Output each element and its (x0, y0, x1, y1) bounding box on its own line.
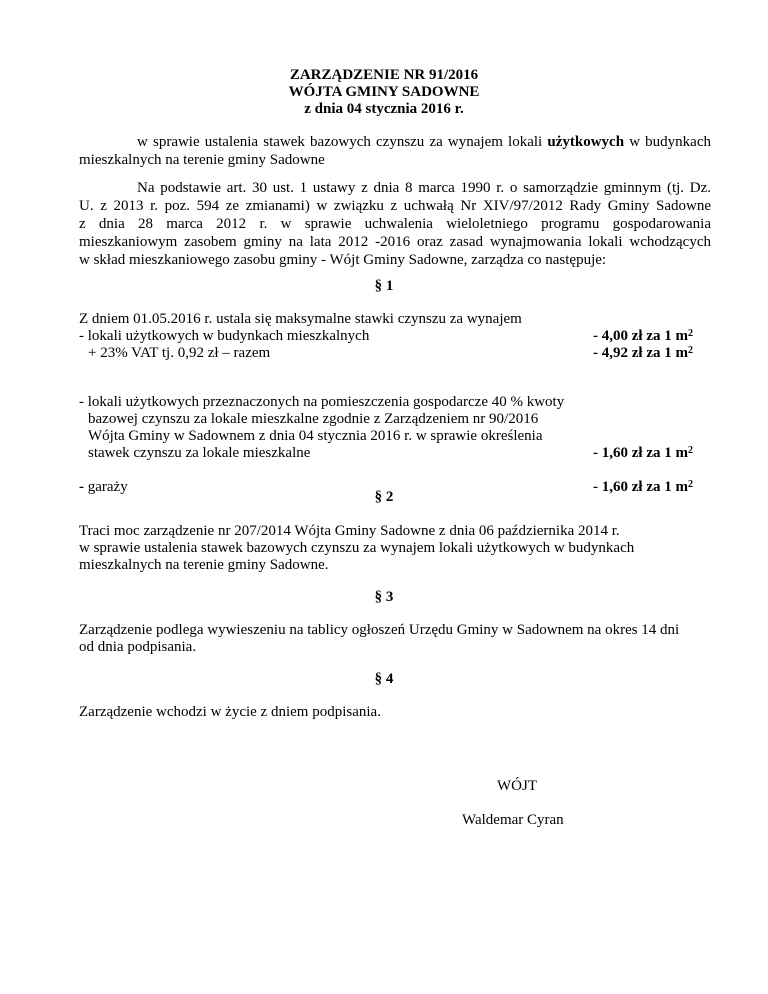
rate-value-text: - 1,60 zł za 1 m (593, 445, 688, 461)
preamble-line-1: Na podstawie art. 30 ust. 1 ustawy z dnia 8 marca 1990 r. o samorządzie gminnym (tj. Dz. (137, 180, 711, 196)
rate-item-storage-line-3: Wójta Gminy w Sadownem z dnia 04 stycznia 2016 r. w sprawie określenia (88, 428, 543, 444)
section-2-line-2: w sprawie ustalenia stawek bazowych czynszu za wynajem lokali użytkowych w budynkach (79, 540, 635, 556)
signature-role: WÓJT (497, 778, 537, 794)
preamble-line-3: z dnia 28 marca 2012 r. w sprawie uchwalenia wieloletniego programu gospodarowania (79, 216, 711, 232)
rate-value-vat (593, 344, 693, 362)
section-2-line-1: Traci moc zarządzenie nr 207/2014 Wójta Gminy Sadowne z dnia 06 października 2014 r. (79, 523, 620, 539)
rate-value-commercial (593, 327, 693, 345)
section-1-heading: § 1 (374, 278, 394, 294)
subject-bold-word: użytkowych (547, 134, 625, 150)
preamble-line-5: w skład mieszkaniowego zasobu gminy - Wójt Gminy Sadowne, zarządza co następuje: (79, 252, 607, 268)
rate-value-text: - 4,00 zł za 1 m (593, 328, 688, 344)
section-3-line-1: Zarządzenie podlega wywieszeniu na tablicy ogłoszeń Urzędu Gminy w Sadownem na okres 14 dni (79, 622, 680, 638)
garage-dash: - (79, 479, 84, 495)
rate-item-storage-line-1: - lokali użytkowych przeznaczonych na pomieszczenia gospodarcze 40 % kwoty (79, 394, 565, 410)
rate-value-text: - 1,60 zł za 1 m (593, 479, 688, 495)
section-4-line-1: Zarządzenie wchodzi w życie z dniem podpisania. (79, 704, 381, 720)
rate-item-storage-line-4: stawek czynszu za lokale mieszkalne (88, 445, 311, 461)
section-4-heading: § 4 (374, 671, 394, 687)
rate-item-vat: + 23% VAT tj. 0,92 zł – razem (88, 345, 271, 361)
unit-exponent: 2 (687, 445, 693, 456)
rate-item-commercial: - lokali użytkowych w budynkach mieszkalnych (79, 328, 370, 344)
document-date: z dnia 04 stycznia 2016 r. (304, 101, 464, 117)
section-3-line-2: od dnia podpisania. (79, 639, 197, 655)
subject-line-2: mieszkalnych na terenie gminy Sadowne (79, 152, 325, 168)
section-2-line-3: mieszkalnych na terenie gminy Sadowne. (79, 557, 329, 573)
preamble-line-2: U. z 2013 r. poz. 594 ze zmianami) w związku z uchwałą Nr XIV/97/2012 Rady Gminy Sadowne (79, 198, 711, 214)
document-title: ZARZĄDZENIE NR 91/2016 (289, 67, 479, 83)
section-3-heading: § 3 (374, 589, 394, 605)
issuer: WÓJTA GMINY SADOWNE (288, 84, 480, 100)
rate-value-storage (593, 444, 693, 462)
rate-value-text: - 4,92 zł za 1 m (593, 345, 688, 361)
unit-exponent: 2 (687, 479, 693, 490)
preamble (79, 179, 711, 269)
unit-exponent: 2 (687, 328, 693, 339)
section-1-intro: Z dniem 01.05.2016 r. ustala się maksymalne stawki czynszu za wynajem (79, 311, 522, 327)
signature-name: Waldemar Cyran (462, 812, 564, 828)
section-2-heading: § 2 (374, 489, 394, 505)
subject (79, 133, 711, 169)
preamble-line-4: mieszkaniowym zasobem gminy na lata 2012 -2016 oraz zasad wynajmowania lokali wchodzących (79, 234, 711, 250)
subject-text-start: w sprawie ustalenia stawek bazowych czynszu za wynajem lokali (137, 134, 548, 150)
garage-label: garaży (84, 479, 128, 495)
unit-exponent: 2 (687, 345, 693, 356)
subject-text-end: w budynkach (624, 134, 711, 150)
rate-item-storage-line-2: bazowej czynszu za lokale mieszkalne zgodnie z Zarządzeniem nr 90/2016 (88, 411, 539, 427)
